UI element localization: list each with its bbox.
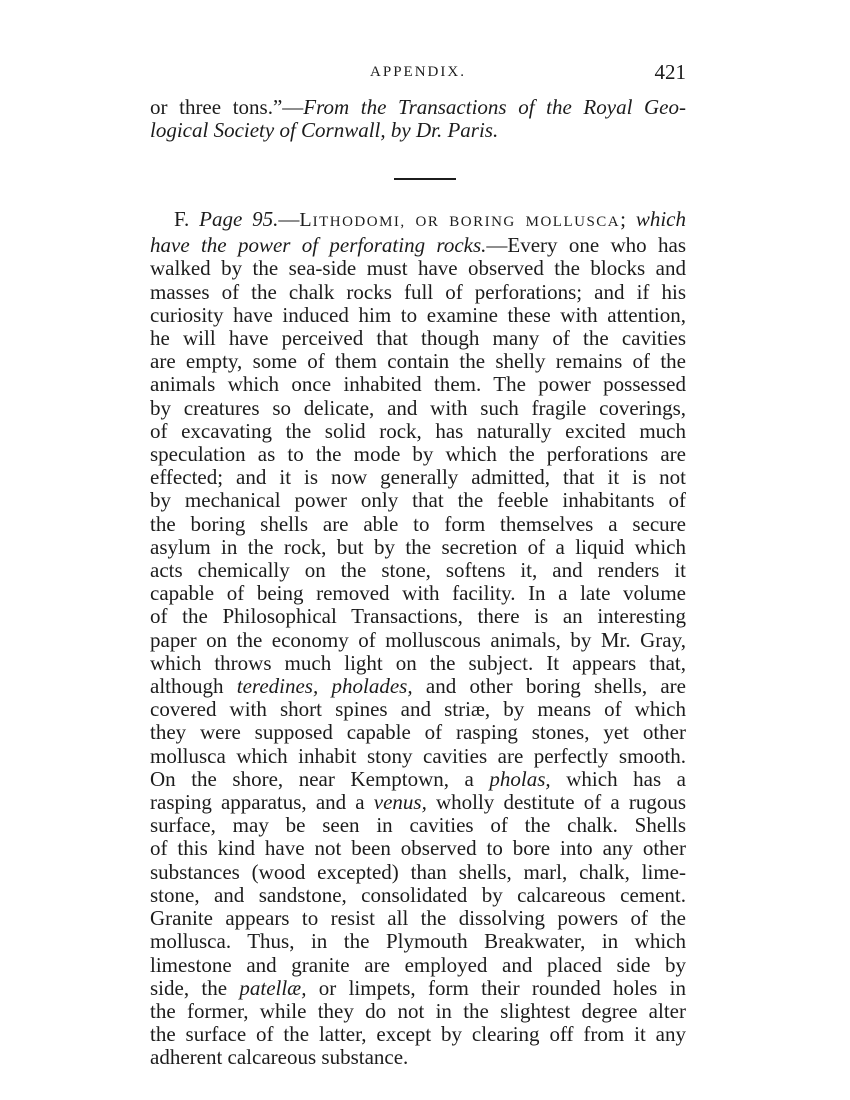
text-line: stone, and sandstone, consolidated by calcareous cement.	[150, 882, 686, 907]
heading-smallcaps: ITHODOMI, OR BORING MOLLUSCA	[312, 214, 621, 230]
text-line: paper on the economy of molluscous animals, by Mr. Gray,	[150, 627, 686, 652]
text-line: Granite appears to resist all the dissolving powers of the	[150, 906, 686, 931]
text-line: of excavating the solid rock, has naturally excited much	[150, 418, 686, 443]
text-line	[150, 791, 686, 814]
text-line: acts chemically on the stone, softens it, and renders it	[150, 558, 686, 583]
dash: —	[278, 207, 300, 231]
text-run: or limpets, form their rounded holes in	[306, 975, 686, 1000]
text-line: limestone and granite are employed and placed side by	[150, 952, 686, 977]
text-line: speculation as to the mode by which the perforations are	[150, 442, 686, 467]
text-run: —Every one who has	[486, 233, 686, 258]
section-divider	[394, 178, 456, 180]
text-line	[150, 675, 686, 698]
text-line: adherent calcareous substance.	[150, 1045, 409, 1070]
text-line: curiosity have induced him to examine these with attention,	[150, 302, 686, 327]
section-f-paragraph	[150, 208, 686, 1070]
italic-term: teredines,	[236, 674, 319, 699]
text-run: rasping apparatus, and a	[150, 790, 374, 815]
text-run: side, the	[150, 975, 240, 1000]
text-run: although	[150, 674, 237, 699]
text-line: covered with short spines and striæ, by means of which	[150, 697, 686, 722]
top-paragraph	[150, 96, 686, 142]
section-label: F.	[174, 207, 190, 231]
text-line: animals which once inhabited them. The power possessed	[150, 372, 686, 397]
text-line: by mechanical power only that the feeble inhabitants of	[150, 488, 686, 513]
text-line: they were supposed capable of rasping stones, yet other	[150, 720, 686, 745]
text-line	[150, 234, 686, 257]
page-number: 421	[654, 60, 686, 84]
text-run: wholly destitute of a rugous	[426, 790, 686, 815]
text-line: asylum in the rock, but by the secretion of a liquid which	[150, 534, 686, 559]
running-head-title: APPENDIX.	[370, 64, 466, 80]
text-line	[150, 977, 686, 1000]
text-line: the boring shells are able to form themselves a secure	[150, 511, 686, 536]
italic-term: pholades,	[331, 674, 413, 699]
text-line: of this kind have not been observed to bore into any other	[150, 836, 686, 861]
text-line: he will have perceived that though many of the cavities	[150, 326, 686, 351]
text-run: and other boring shells, are	[412, 674, 686, 699]
text-run: On the shore, near Kemptown, a	[150, 766, 490, 791]
heading-initial: L	[299, 209, 313, 231]
text-line: effected; and it is now generally admitted, that it is not	[150, 465, 686, 490]
text-line	[150, 768, 686, 791]
text-line: walked by the sea-side must have observed the blocks and	[150, 256, 686, 281]
text-run: or three tons.”—	[150, 95, 304, 119]
page-reference: Page 95.	[199, 207, 279, 231]
heading-italic: which	[635, 207, 687, 231]
text-line: mollusca. Thus, in the Plymouth Breakwater, in which	[150, 929, 686, 954]
text-line: of the Philosophical Transactions, there is an interesting	[150, 604, 686, 629]
italic-citation: From the Transactions of the Royal Geo-	[303, 95, 686, 119]
heading-italic: have the power of perforating rocks.	[150, 233, 487, 258]
text-line: the former, while they do not in the slightest degree alter	[150, 998, 686, 1023]
text-line: surface, may be seen in cavities of the chalk. Shells	[150, 813, 686, 838]
text-run: which has a	[550, 766, 686, 791]
section-heading-line	[150, 208, 686, 234]
text-line: masses of the chalk rocks full of perforations; and if his	[150, 279, 686, 304]
italic-term: patellæ,	[239, 975, 307, 1000]
text-line: are empty, some of them contain the shelly remains of the	[150, 349, 686, 374]
heading-semicolon: ;	[620, 207, 626, 231]
text-run	[318, 674, 331, 698]
text-line: which throws much light on the subject. It appears that,	[150, 650, 686, 675]
text-line: by creatures so delicate, and with such fragile coverings,	[150, 395, 686, 420]
text-line: mollusca which inhabit stony cavities are perfectly smooth.	[150, 743, 686, 768]
italic-term: pholas,	[489, 766, 551, 791]
text-line	[150, 96, 686, 119]
italic-term: venus,	[373, 790, 427, 815]
text-line: logical Society of Cornwall, by Dr. Paris.	[150, 118, 499, 143]
text-line: capable of being removed with facility. In a late volume	[150, 581, 686, 606]
running-head	[150, 60, 686, 90]
text-line: substances (wood excepted) than shells, marl, chalk, lime-	[150, 859, 686, 884]
text-line: the surface of the latter, except by clearing off from it any	[150, 1022, 686, 1047]
